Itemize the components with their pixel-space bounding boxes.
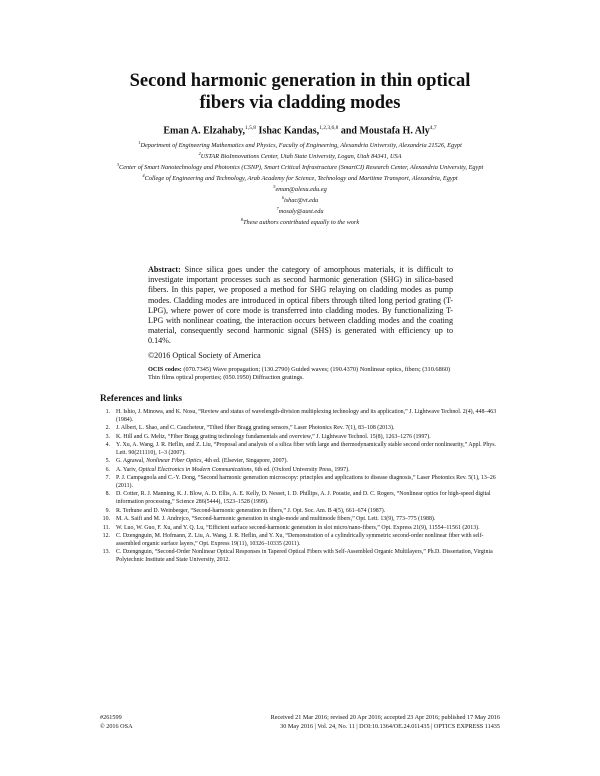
reference-text: K. Hill and G. Meltz, “Fiber Bragg grating technology fundamentals and overview,” J. Lightwave Technol. 15(8), 1263–1276 (1997).: [116, 433, 431, 440]
ocis-label: OCIS codes:: [148, 366, 182, 373]
reference-item: [100, 549, 500, 564]
title-line-2: fibers via cladding modes: [199, 93, 401, 113]
author-email: $^6$ishac@vt.edu: [281, 195, 319, 205]
reference-number: 3.: [105, 433, 110, 440]
affiliation-list: [95, 139, 505, 227]
osa-copyright: © 2016 OSA: [100, 722, 133, 730]
reference-number: 6.: [105, 466, 110, 473]
reference-item: [100, 458, 500, 466]
reference-text: D. Cotter, R. J. Manning, K. J. Blow, A. D. Ellis, A. E. Kelly, D. Nesset, I. D. Phillips, A. J. Poustie, and D. C. Rogers, “Nonlinear optics for high-speed digital information processing,” Science 286(5444), 1523–1528 (1999).: [116, 491, 491, 506]
reference-number: 2.: [105, 425, 110, 432]
journal-citation: 30 May 2016 | Vol. 24, No. 11 | DOI:10.1364/OE.24.011435 | OPTICS EXPRESS 11435: [280, 722, 500, 730]
abstract-label: Abstract:: [148, 265, 181, 274]
copyright-notice: ©2016 Optical Society of America: [148, 351, 261, 360]
document-id: #261599: [100, 714, 122, 721]
footer-left: [100, 714, 133, 731]
paper-title: [90, 70, 510, 114]
reference-item: [100, 425, 500, 433]
reference-number: 12.: [102, 533, 110, 540]
reference-number: 13.: [102, 549, 110, 556]
publication-history: Received 21 Mar 2016; revised 20 Apr 2016; accepted 23 Apr 2016; published 17 May 2016: [270, 714, 500, 721]
references-heading: References and links: [100, 394, 182, 404]
reference-item: [100, 533, 500, 548]
ocis-codes: [148, 366, 453, 382]
reference-text: P. J. Campagnola and C.-Y. Dong, “Second harmonic generation microscopy: principles and applications to disease diagnosis,” Laser Photonics Rev. 5(1), 13–26 (2011).: [116, 475, 496, 489]
author-name: Eman A. Elzahaby,: [163, 125, 246, 137]
reference-number: 4.: [105, 442, 110, 449]
author-email: $^5$eman@alexu.edu.eg: [273, 184, 327, 194]
author-list: [60, 125, 540, 136]
reference-text: C. Dzengnguin, M. Hofmann, Z. Liu, A. Wang, J. R. Heflin, and Y. Xu, “Demonstration of a cylindrically symmetric second-order nonlinear fiber with self-assembled organic surface layers,” Opt. Express 19(11), 10326–10335 (2011).: [116, 533, 484, 547]
footer-right: [271, 714, 500, 731]
affiliation: $^1$Department of Engineering Mathematics and Physics, Faculty of Engineering, Alexandria University, Alexandria 21526, Egypt: [138, 140, 462, 150]
reference-item: [100, 434, 500, 442]
author-affil-sup: 1,5,8: [245, 125, 257, 131]
reference-item: [100, 475, 500, 490]
author-name: Ishac Kandas,: [258, 125, 320, 137]
reference-item: [100, 467, 500, 475]
reference-text: W. Luo, W. Guo, F. Xu, and Y. Q. Lu, “Efficient surface second-harmonic generation in slot micro/nano-fibers,” Opt. Express 21(9), 11554–11561 (2013).: [116, 524, 480, 531]
reference-number: 9.: [105, 507, 110, 514]
reference-text: C. Dzengnguin, “Second-Order Nonlinear Optical Responses in Tapered Optical Fibers with Self-Assembled Organic Multilayers,” Ph.D. Dissertation, Virginia Polytechnic Institute and State University, 2012.: [116, 549, 493, 563]
equal-contribution-note: $^8$These authors contributed equally to the work: [240, 217, 360, 227]
affiliation: $^2$USTAR BioInnovations Center, Utah State University, Logan, Utah 84341, USA: [198, 151, 402, 161]
reference-item: [100, 491, 500, 506]
reference-number: 8.: [105, 491, 110, 498]
reference-item: [100, 516, 500, 524]
author-name: and Moustafa H. Aly: [340, 125, 430, 137]
reference-text: M. A. Saifi and M. J. Andrejco, “Second-harmonic generation in single-mode and multimode fibers,” Opt. Lett. 13(9), 773–775 (1988).: [116, 516, 436, 523]
reference-text: R. Terhune and D. Weinberger, “Second-harmonic generation in fibers,” J. Opt. Soc. Am. B 4(5), 661–674 (1987).: [116, 507, 386, 514]
reference-number: 5.: [105, 458, 110, 465]
affiliation: $^3$Center of Smart Nanotechnology and Photonics (CSNP), Smart Critical Infrastructure (SmartCI) Research Center, Alexandria University, Egypt: [116, 162, 484, 172]
reference-text: H. Ishio, J. Minowa, and K. Nosu, “Review and status of wavelength-division multiplexing technology and its application,” J. Lightwave Technol. 2(4), 448–463 (1984).: [116, 409, 497, 423]
author-email: $^7$mosaly@aast.edu: [276, 206, 324, 216]
reference-list: [100, 409, 500, 565]
reference-number: 11.: [102, 524, 110, 531]
ocis-text: (070.7345) Wave propagation; (130.2790) Guided waves; (190.4370) Nonlinear optics, fibers; (310.6860) Thin films optical properties; (050.1950) Diffraction gratings.: [148, 366, 451, 382]
reference-item: [100, 525, 500, 533]
title-line-1: Second harmonic generation in thin optical: [129, 71, 471, 91]
reference-number: 1.: [105, 409, 110, 415]
reference-item: [100, 508, 500, 516]
reference-text: A. Yariv, Optical Electronics in Modern Communications, 6th ed. (Oxford University Press, 1997).: [116, 466, 350, 473]
reference-number: 10.: [102, 516, 110, 523]
reference-text: G. Agrawal, Nonlinear Fiber Optics, 4th ed. (Elsevier, Singapore, 2007).: [116, 458, 288, 465]
reference-item: [100, 409, 500, 424]
reference-number: 7.: [105, 475, 110, 482]
abstract-text: Since silica goes under the category of amorphous materials, it is difficult to investigate important processes such as second harmonic generation (SHG) in silica-based fibers. In this paper, we proposed a method for SHG relaying on cladding modes as pump modes. Cladding modes are introduced in optical fibers through tilted long period grating (T-LPG), where power of core mode is transferred into cladding modes. By functionalizing T-LPG with nonlinear coating, the interaction occurs between cladding modes and the coating material, consequently second harmonic signal (SHS) is generated with efficiency up to 0.14%.: [148, 265, 454, 346]
reference-text: Y. Xu, A. Wang, J. R. Heflin, and Z. Liu, “Proposal and analysis of a silica fiber with large and thermodynamically stable second order nonlinearity,” Appl. Phys. Lett. 90(211110), 1–3 (2007).: [116, 442, 496, 456]
author-affil-sup: 4,7: [429, 125, 437, 131]
author-affil-sup: 1,2,3,6,8: [319, 125, 339, 131]
abstract: [148, 265, 453, 347]
reference-item: [100, 442, 500, 457]
affiliation: $^4$College of Engineering and Technology, Arab Academy for Science, Technology and Maritime Transport, Alexandria, Egypt: [142, 173, 458, 183]
reference-text: J. Albert, L. Shao, and C. Caucheteur, “Tilted fiber Bragg grating sensors,” Laser Photonics Rev. 7(1), 83–108 (2013).: [116, 425, 395, 432]
